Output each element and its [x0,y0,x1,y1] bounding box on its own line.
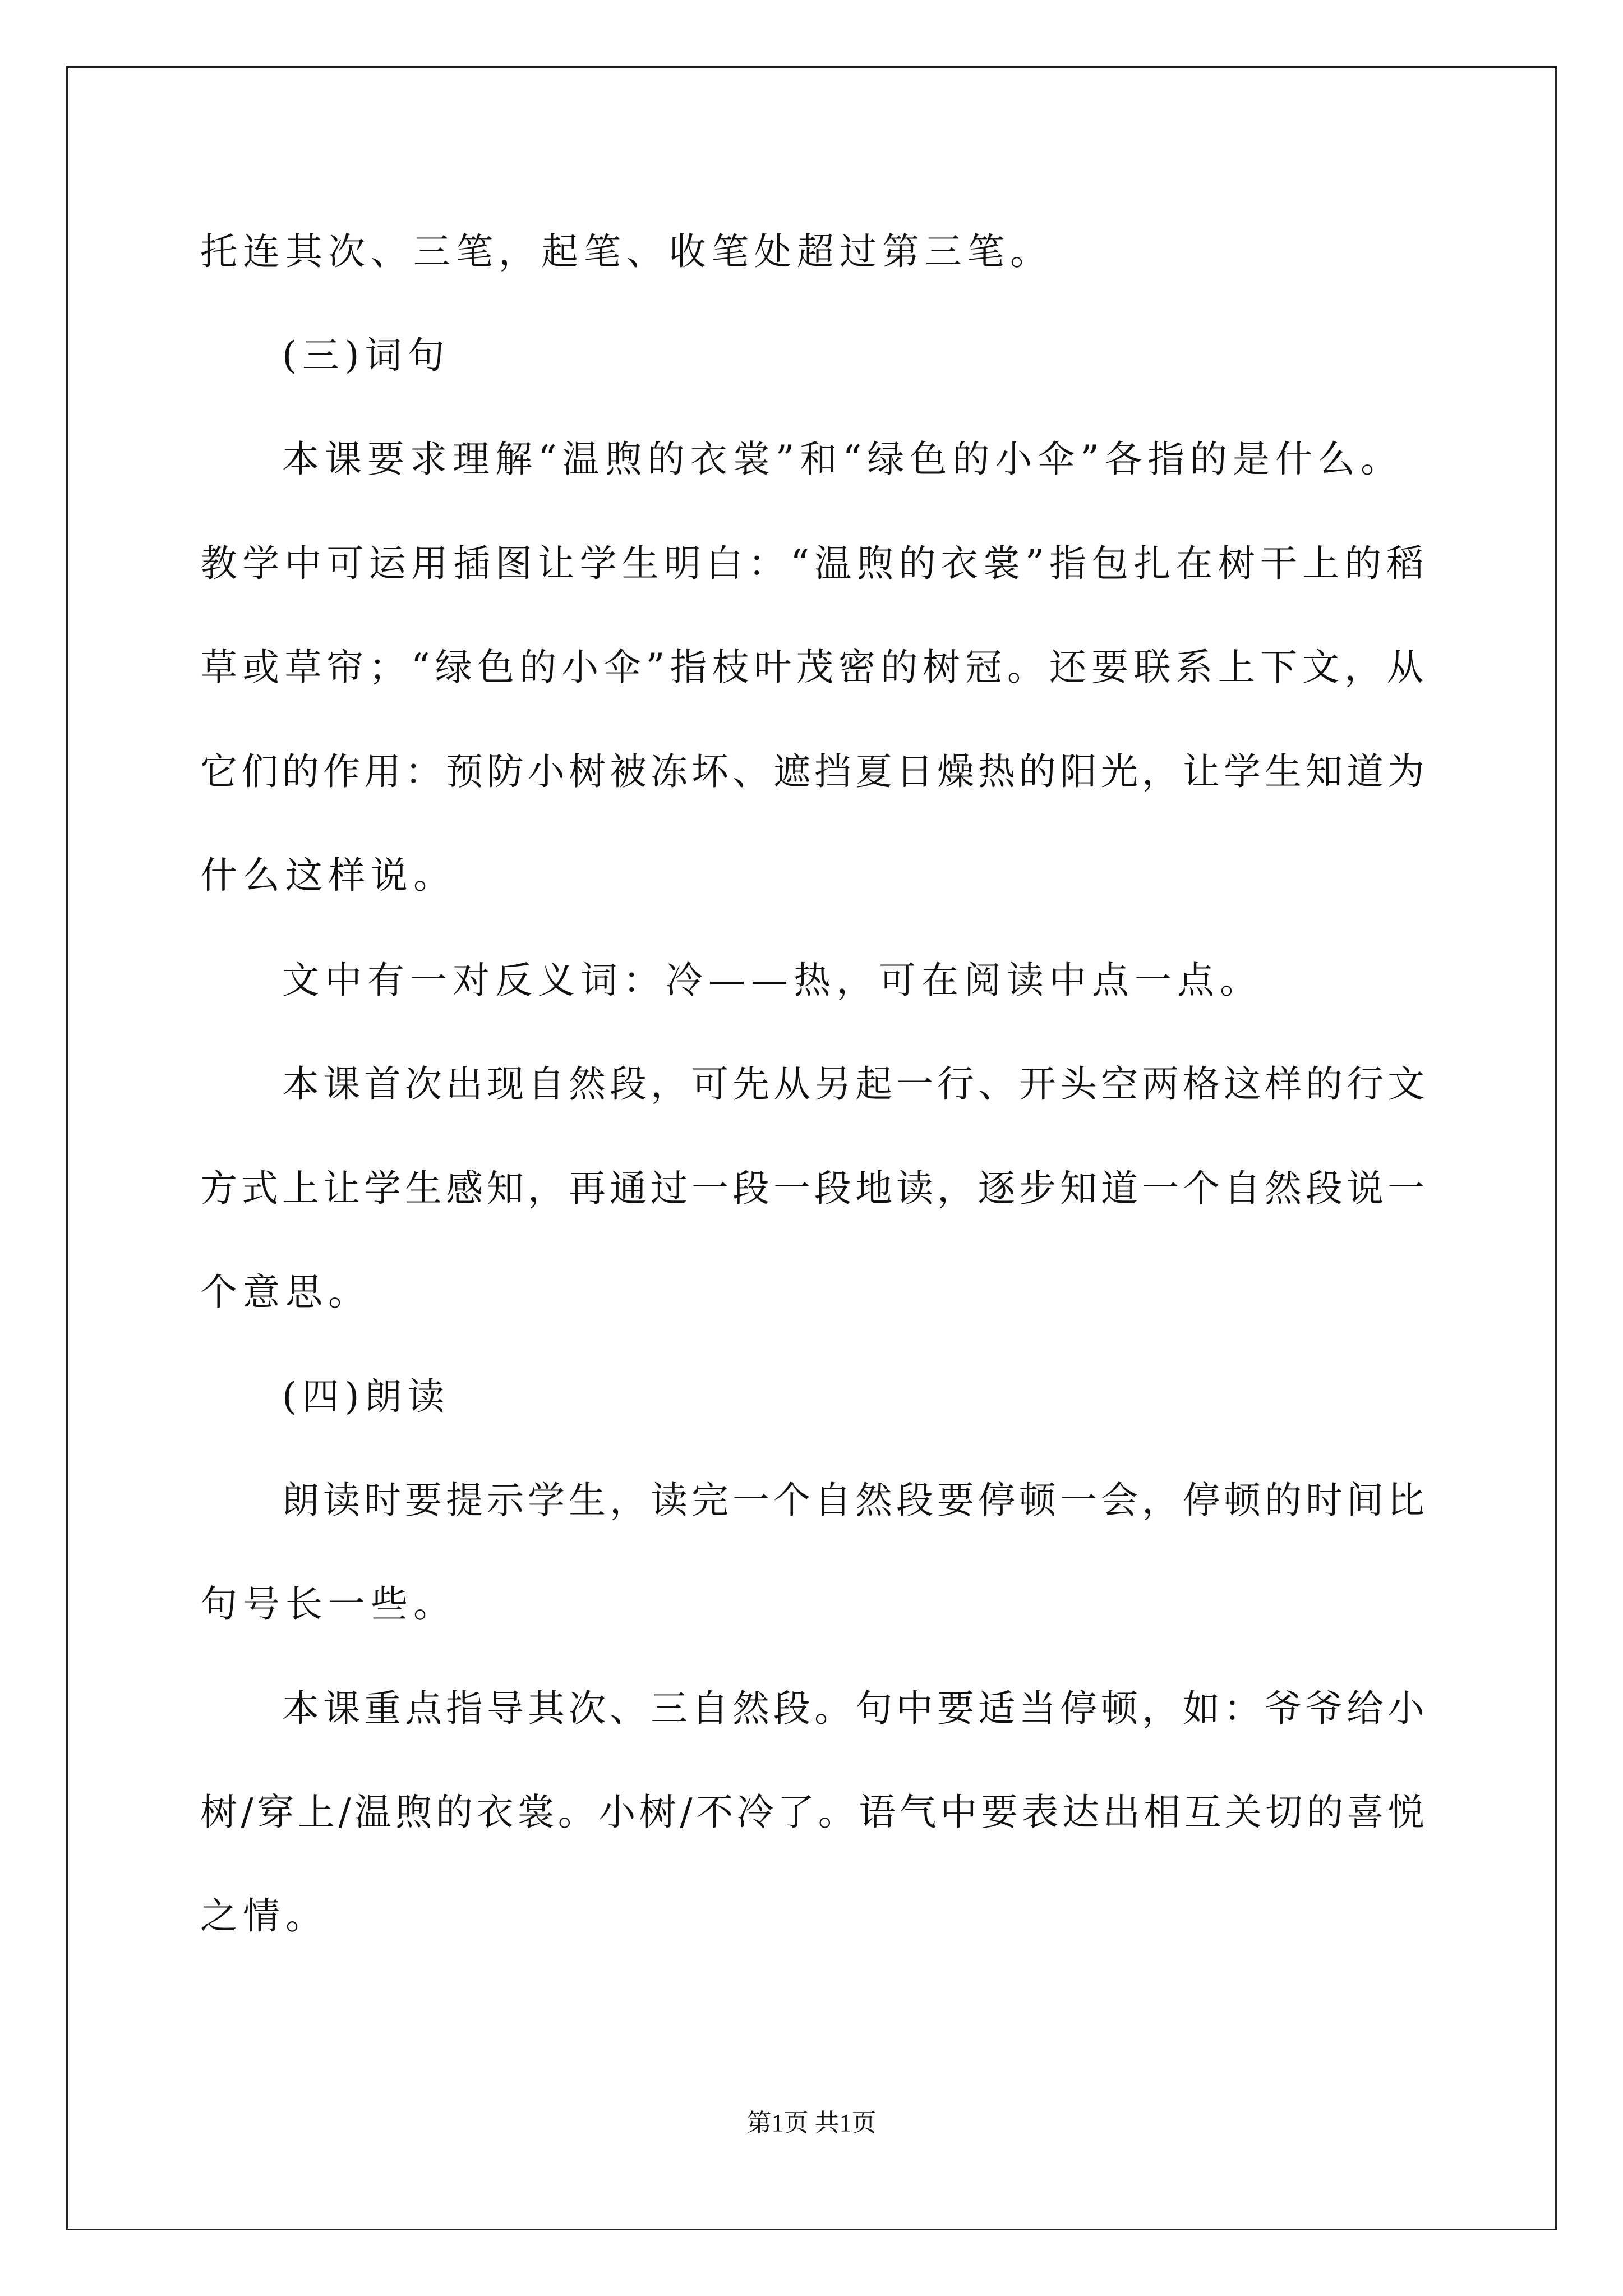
body-line: 托连其次、三笔，起笔、收笔处超过第三笔。 [200,230,1053,273]
body-line: 朗读时要提示学生，读完一个自然段要停顿一会，停顿的时间比 [282,1479,1428,1522]
body-line: 草或草帘；“绿色的小伞”指枝叶茂密的树冠。还要联系上下文，从 [200,646,1429,689]
section-heading: (四)朗读 [282,1375,450,1418]
body-line: 方式上让学生感知，再通过一段一段地读，逐步知道一个自然段说一 [200,1167,1428,1210]
body-line: 之情。 [200,1894,328,1938]
body-line: 本课首次出现自然段，可先从另起一行、开头空两格这样的行文 [282,1062,1428,1106]
body-line: 句号长一些。 [200,1582,456,1626]
section-heading: (三)词句 [282,334,450,377]
body-line: 个意思。 [200,1271,371,1314]
body-line: 本课重点指导其次、三自然段。句中要适当停顿，如：爷爷给小 [282,1687,1428,1730]
body-line: 树/穿上/温煦的衣裳。小树/不冷了。语气中要表达出相互关切的喜悦 [200,1791,1428,1834]
page-number-footer: 第1页 共1页 [746,2109,877,2137]
body-line: 教学中可运用插图让学生明白：“温煦的衣裳”指包扎在树干上的稻 [200,542,1429,585]
body-line: 它们的作用：预防小树被冻坏、遮挡夏日燥热的阳光，让学生知道为 [200,750,1428,793]
body-line: 本课要求理解“温煦的衣裳”和“绿色的小伞”各指的是什么。 [282,438,1403,481]
body-line: 文中有一对反义词：冷——热，可在阅读中点一点。 [282,959,1262,1002]
body-line: 什么这样说。 [200,854,456,897]
